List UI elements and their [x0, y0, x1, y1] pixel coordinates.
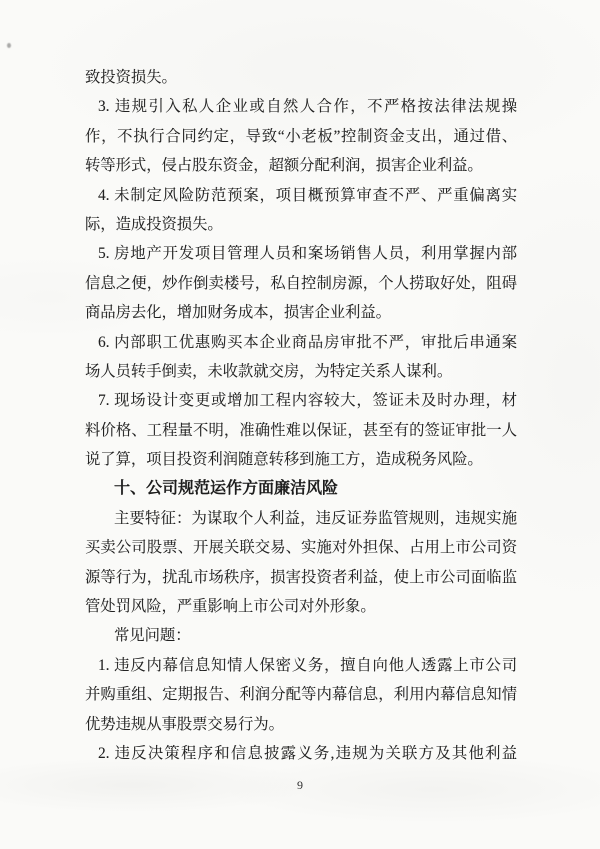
text-line: 管处罚风险，严重影响上市公司对外形象。: [85, 598, 376, 616]
text-line: 2. 违反决策程序和信息披露义务,违规为关联方及其他利益: [98, 744, 517, 762]
text-line: 5. 房地产开发项目管理人员和案场销售人员，利用掌握内部: [98, 245, 517, 263]
text-line: 商品房去化，增加财务成本，损害企业利益。: [85, 304, 391, 322]
text-line: 并购重组、定期报告、利润分配等内幕信息，利用内幕信息知情: [85, 686, 517, 704]
text-line: 3. 违规引入私人企业或自然人合作，不严格按法律法规操: [98, 98, 517, 116]
text-line: 料价格、工程量不明，准确性难以保证，甚至有的签证审批一人: [85, 421, 517, 439]
text-line: 际，造成投资损失。: [85, 215, 223, 233]
text-line: 主要特征：为谋取个人利益，违反证券监管规则，违规实施: [114, 509, 517, 527]
text-line: 转等形式，侵占股东资金，超额分配利润，损害企业利益。: [85, 157, 483, 175]
text-line: 说了算，项目投资利润随意转移到施工方，造成税务风险。: [85, 451, 483, 469]
text-line: 买卖公司股票、开展关联交易、实施对外担保、占用上市公司资: [85, 539, 517, 557]
text-line: 源等行为，扰乱市场秩序，损害投资者利益，使上市公司面临监: [85, 568, 517, 586]
text-line: 场人员转手倒卖，未收款就交房，为特定关系人谋利。: [85, 362, 453, 380]
text-line: 信息之便，炒作倒卖楼号，私自控制房源，个人捞取好处，阻碍: [85, 274, 517, 292]
text-line: 作，不执行合同约定，导致“小老板”控制资金支出，通过借、: [85, 127, 517, 145]
text-line: 6. 内部职工优惠购买本企业商品房审批不严，审批后串通案: [98, 333, 517, 351]
section-heading: 十、公司规范运作方面廉洁风险: [114, 480, 339, 498]
text-line: 优势违规从事股票交易行为。: [85, 715, 284, 733]
text-line: 致投资损失。: [85, 69, 177, 86]
text-line: 常见问题：: [114, 627, 191, 645]
text-line: 4. 未制定风险防范预案，项目概预算审查不严、严重偏离实: [98, 186, 517, 204]
text-block: [85, 63, 517, 768]
scan-speck: [7, 43, 11, 48]
page-number: 9: [297, 778, 303, 792]
text-line: 7. 现场设计变更或增加工程内容较大，签证未及时办理，材: [98, 392, 517, 410]
text-line: 1. 违反内幕信息知情人保密义务，擅自向他人透露上市公司: [98, 656, 517, 674]
